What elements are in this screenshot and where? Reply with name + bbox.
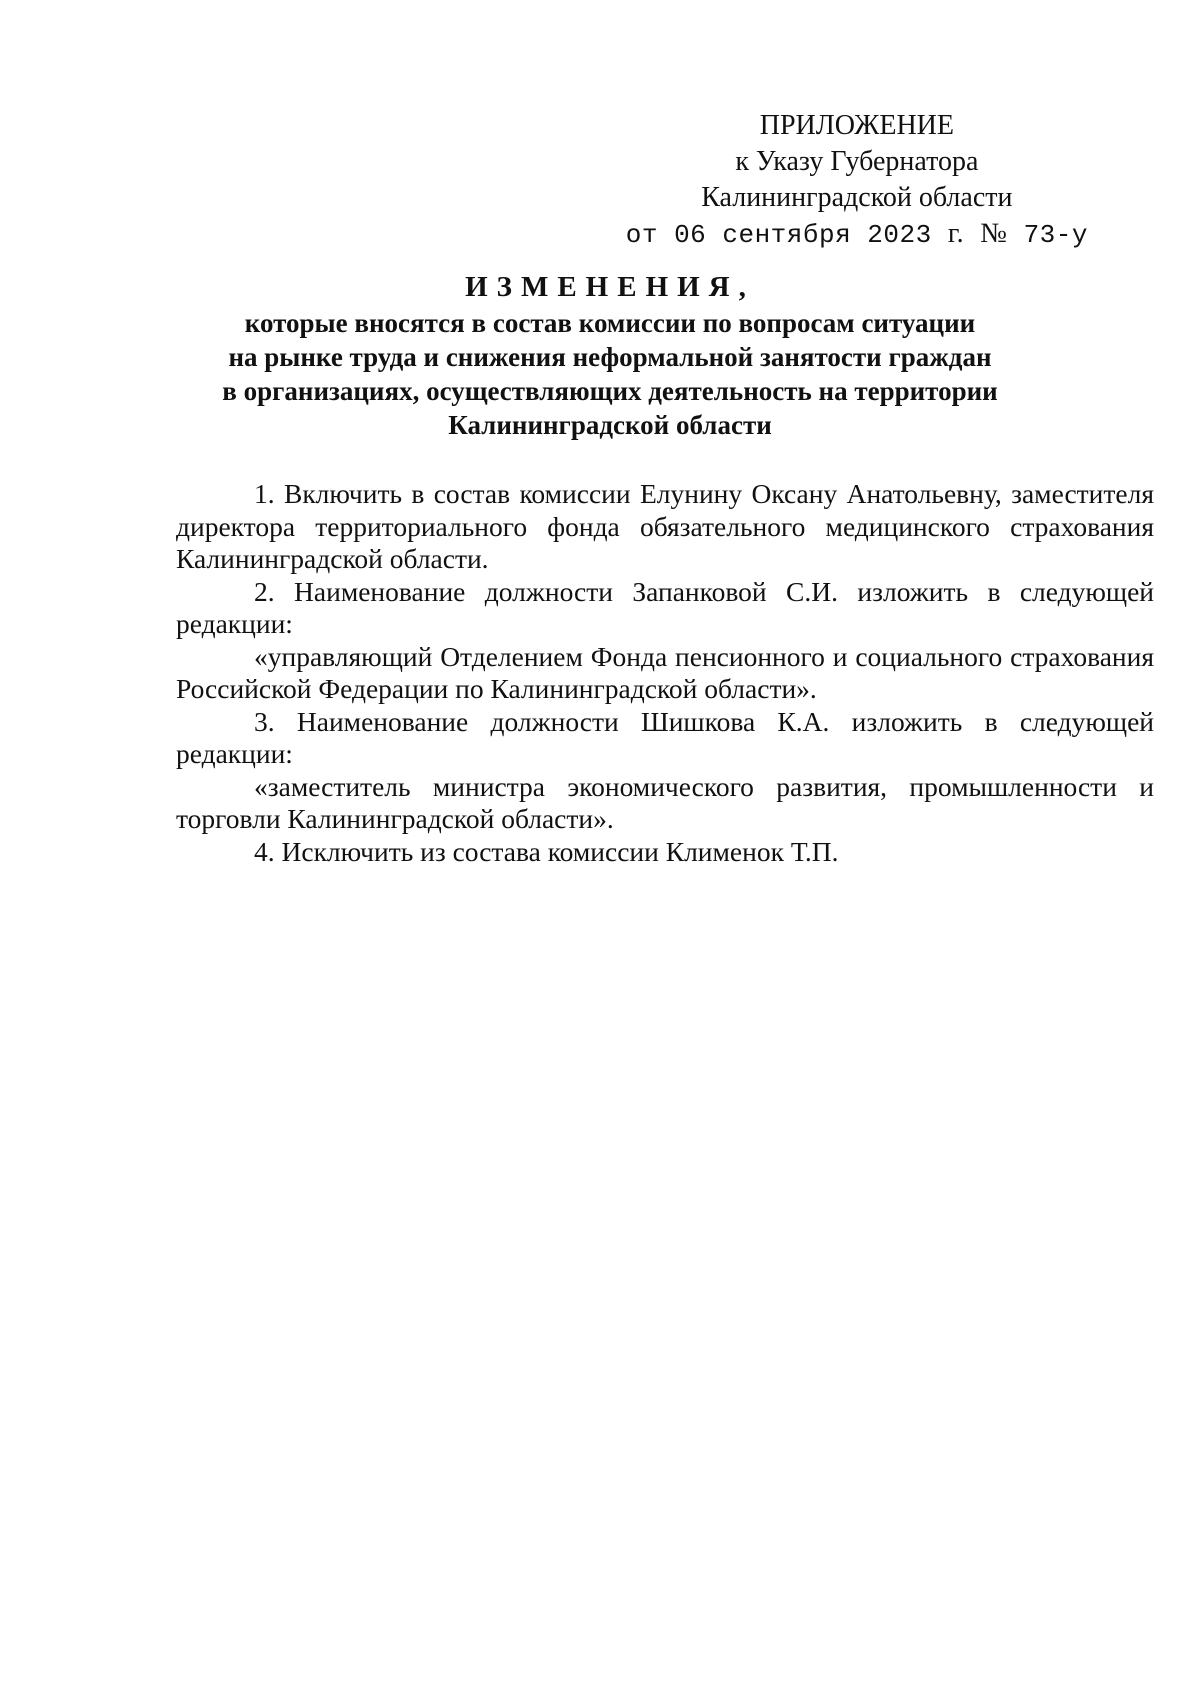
date-prefix: от — [625, 220, 658, 250]
paragraph-2: 2. Наименование должности Запанковой С.И. изложить в следующей редакции: — [176, 575, 1154, 639]
paragraph-3-quote: «заместитель министра экономического развития, промышленности и торговли Калининградской области». — [176, 770, 1154, 834]
year-suffix: г. — [947, 218, 965, 249]
decree-number: 73-у — [1023, 220, 1088, 250]
appendix-region: Калининградской области — [701, 182, 1013, 213]
title-line: которые вносятся в состав комиссии по вопросам ситуации — [244, 308, 976, 338]
paragraph-4: 4. Исключить из состава комиссии Клименок Т.П. — [254, 835, 839, 867]
paragraph-2-quote: «управляющий Отделением Фонда пенсионного и социального страхования Российской Федерации по Калининградской области». — [176, 640, 1154, 704]
date-value: 06 сентября 2023 — [674, 220, 932, 250]
document-title — [160, 270, 1060, 442]
title-line: на рынке труда и снижения неформальной занятости граждан — [228, 342, 992, 372]
appendix-decree: к Указу Губернатора — [735, 146, 979, 177]
document-body — [176, 478, 1154, 868]
title-line: в организациях, осуществляющих деятельность на территории — [222, 376, 998, 406]
paragraph-1: 1. Включить в состав комиссии Елунину Оксану Анатольевну, заместителя директора территориального фонда обязательного медицинского страхования Калининградской области. — [176, 478, 1154, 574]
title-heading: ИЗМЕНЕНИЯ, — [465, 271, 755, 303]
appendix-label: ПРИЛОЖЕНИЕ — [759, 110, 954, 141]
number-sign: № — [980, 218, 1008, 249]
paragraph-3: 3. Наименование должности Шишкова К.А. изложить в следующей редакции: — [176, 705, 1154, 769]
appendix-date-line — [626, 216, 1088, 253]
title-line: Калининградской области — [448, 410, 772, 440]
appendix-header — [626, 108, 1088, 253]
